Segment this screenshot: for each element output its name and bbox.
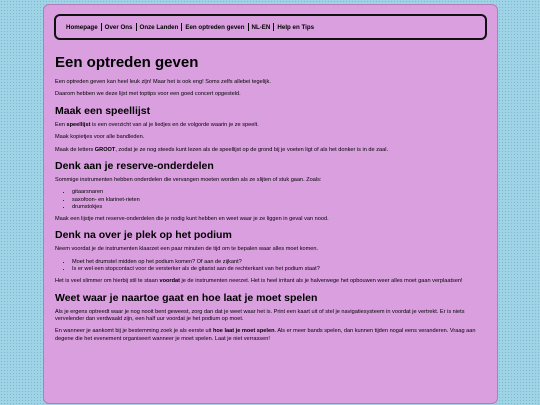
place-paragraph: Neem voordat je de instrumenten klaarzet een paar minuten de tijd om te bepalen waar alles moet komen. bbox=[55, 246, 319, 253]
nav-link-een-optreden-geven[interactable]: Een optreden geven bbox=[185, 23, 245, 31]
setlist-paragraph bbox=[55, 147, 486, 154]
nav-separator bbox=[181, 23, 182, 31]
section-heading-when: Weet waar je naartoe gaat en hoe laat je moet spelen bbox=[55, 291, 318, 304]
place-paragraph bbox=[55, 278, 486, 285]
bold-term: hoe laat je moet spelen bbox=[212, 328, 275, 335]
text-run: je de instrumenten neerzet. Het is heel irritant als je halverwege het opbouwen weer alles moet gaan verplaatsen! bbox=[179, 278, 463, 285]
text-run: En wanneer je aankomt bij je bestemming zoek je als eerste uit bbox=[55, 328, 213, 335]
list-item: • drumstokjes bbox=[72, 204, 486, 211]
setlist-paragraph bbox=[55, 122, 486, 129]
bold-term: GROOT bbox=[94, 146, 116, 153]
text-run: Maak de letters bbox=[55, 146, 95, 153]
nav-separator bbox=[273, 23, 274, 31]
text-run: Het is veel slimmer om hierbij stil te staan bbox=[55, 278, 160, 285]
text-run: . Als er meer bands spelen, dan kunnen tijden nogal eens veranderen. Vraag aan degene die het evenement organiseert wanneer je moet spelen. Laat je niet verrassen! bbox=[55, 328, 476, 342]
nav-link-onze-landen[interactable]: Onze Landen bbox=[139, 23, 179, 31]
list-item: • Moet het drumstel midden op het podium komen? Of aan de zijkant? bbox=[72, 259, 486, 266]
top-nav bbox=[54, 14, 487, 40]
nav-separator bbox=[101, 23, 102, 31]
bold-term: voordat bbox=[159, 278, 180, 285]
place-list bbox=[55, 259, 486, 273]
nav-link-over-ons[interactable]: Over Ons bbox=[104, 23, 133, 31]
nav-separator bbox=[136, 23, 137, 31]
text-run: Een bbox=[55, 121, 67, 128]
setlist-paragraph: Maak kopietjes voor alle bandleden. bbox=[55, 134, 145, 141]
section-heading-place: Denk na over je plek op het podium bbox=[55, 229, 232, 242]
spares-list bbox=[55, 189, 486, 211]
page-container bbox=[43, 4, 498, 404]
text-run: is een overzicht van al je liedjes en de volgorde waarin je ze speelt. bbox=[90, 121, 259, 128]
bold-term: speellijst bbox=[66, 121, 91, 128]
spares-paragraph: Maak een lijstje met reserve-onderdelen die je nodig kunt hebben en weet waar je ze liggen in geval van nood. bbox=[55, 216, 329, 223]
text-run: , zodat je ze nog steeds kunt lezen als de speellijst op de grond bij je voeten ligt of als het donker is in de zaal. bbox=[115, 146, 389, 153]
nav-separator bbox=[248, 23, 249, 31]
intro-paragraph: Een optreden geven kan heel leuk zijn! Maar het is ook eng! Soms zelfs allebei tegelijk. bbox=[55, 79, 271, 85]
section-heading-spares: Denk aan je reserve-onderdelen bbox=[55, 160, 214, 173]
nav-link-homepage[interactable]: Homepage bbox=[66, 23, 98, 31]
main-content bbox=[44, 40, 497, 343]
when-paragraph bbox=[55, 328, 486, 343]
intro-paragraph: Daarom hebben we deze lijst met toptips voor een goed concert opgesteld. bbox=[55, 91, 241, 98]
section-heading-setlist: Maak een speellijst bbox=[55, 104, 151, 117]
when-paragraph: Als je ergens optreedt waar je nog nooit bent geweest, zorg dan dat je weet waar het is. Print een kaart uit of stel je navigatiesysteem in voordat je vertrekt. Er is niets vervelender dan verdwaald zijn, een half uur voordat je het podium op moet. bbox=[55, 308, 465, 323]
spares-paragraph: Sommige instrumenten hebben onderdelen die vervangen moeten worden als ze slijten of stuk gaan. Zoals: bbox=[55, 177, 322, 184]
page-title: Een optreden geven bbox=[55, 54, 199, 71]
nav-link-help-en-tips[interactable]: Help en Tips bbox=[277, 23, 315, 31]
list-item: • saxofoon- en klarinet-rieten bbox=[72, 197, 486, 204]
nav-link-language-switch[interactable]: NL-EN bbox=[251, 23, 271, 31]
list-item: • Is er wel een stopcontact voor de versterker als de gitarist aan de rechterkant van het podium staat? bbox=[72, 266, 486, 273]
list-item: • gitaarsnaren bbox=[72, 189, 486, 196]
